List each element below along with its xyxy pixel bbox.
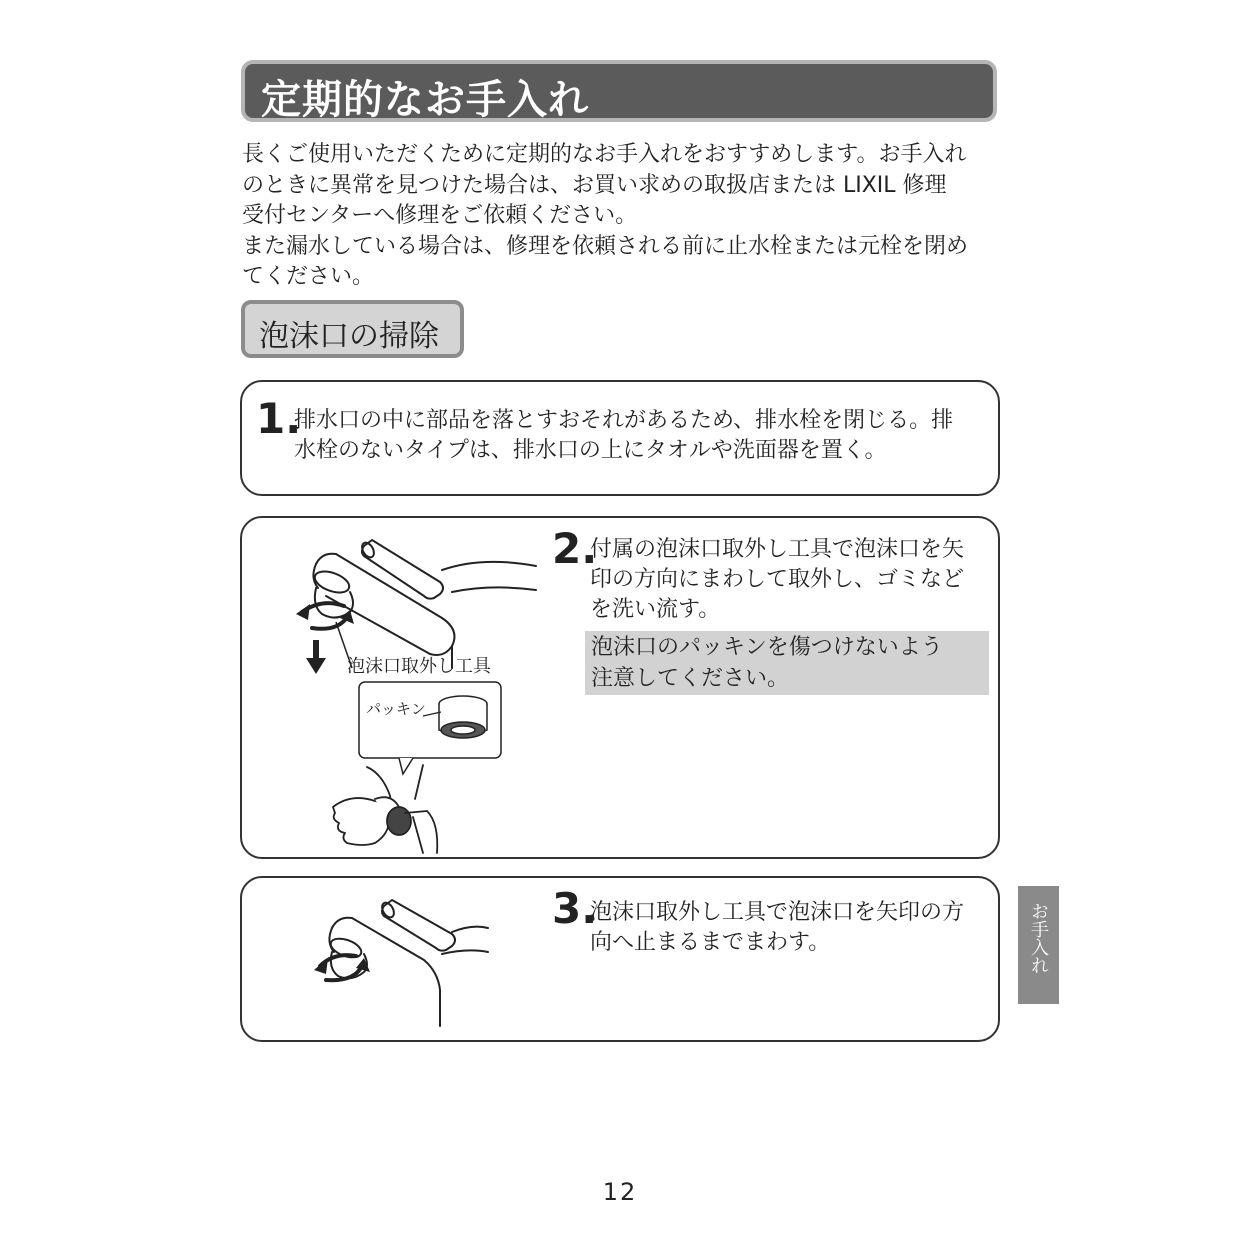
step-2-line: 付属の泡沫口取外し工具で泡沫口を矢: [590, 537, 965, 562]
step-1-line: 排水口の中に部品を落とすおそれがあるため、排水栓を閉じる。排: [294, 408, 954, 433]
page-number: 12: [602, 1178, 638, 1206]
caution-note: [585, 631, 989, 695]
step-2-number: 2.: [552, 524, 598, 573]
step-1-box: [240, 380, 1000, 496]
step-1-line: 水栓のないタイプは、排水口の上にタオルや洗面器を置く。: [294, 438, 887, 463]
step-3-number: 3.: [552, 884, 598, 933]
packing-callout: [357, 680, 507, 776]
step-2-line: を洗い流す。: [590, 597, 721, 622]
step-1-number: 1.: [256, 394, 302, 443]
page-title-bar: [241, 60, 997, 122]
intro-line: また漏水している場合は、修理を依頼される前に止水栓または元栓を閉め: [242, 233, 969, 259]
intro-line: てください。: [242, 264, 375, 289]
caution-line: 注意してください。: [591, 666, 790, 691]
tool-label: 泡沫口取外し工具: [347, 656, 491, 677]
packing-label: パッキン: [366, 700, 426, 718]
step-2-box: [240, 516, 1000, 859]
section-title: 泡沫口の掃除: [259, 319, 439, 354]
step-1-text: [294, 406, 953, 466]
step-3-line: 向へ止まるまでまわす。: [590, 930, 831, 955]
step-3-line: 泡沫口取外し工具で泡沫口を矢印の方: [590, 900, 965, 925]
intro-line: のときに異常を見つけた場合は、お買い求めの取扱店または LIXIL 修理: [242, 172, 947, 198]
intro-line: 長くご使用いただくために定期的なお手入れをおすすめします。お手入れ: [242, 142, 967, 167]
section-heading: [241, 300, 464, 358]
step-3-text: [590, 898, 964, 958]
step-3-box: [240, 876, 1000, 1042]
caution-line: 泡沫口のパッキンを傷つけないよう: [591, 635, 943, 660]
step-2-text: [590, 535, 964, 625]
page-title: 定期的なお手入れ: [261, 77, 589, 123]
intro-paragraph: [242, 140, 1012, 293]
faucet-install-illustration: [312, 894, 512, 1034]
intro-line: 受付センターへ修理をご依頼ください。: [242, 203, 638, 228]
cleaning-hands-illustration: [327, 763, 467, 855]
step-2-line: 印の方向にまわして取外し、ゴミなど: [590, 567, 965, 592]
side-tab: お手入れ: [1018, 886, 1059, 1004]
